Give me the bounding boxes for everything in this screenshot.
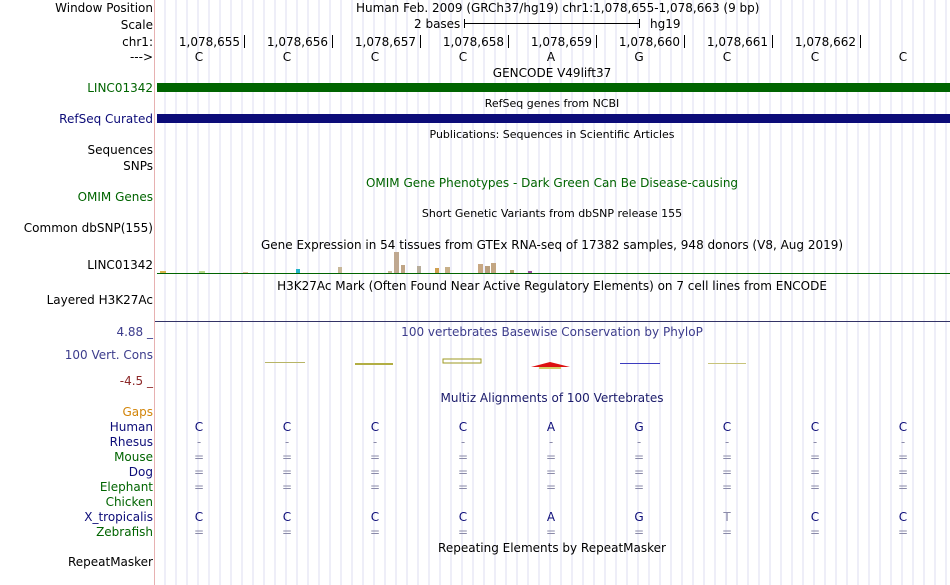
alignment-base: = [281, 480, 293, 494]
alignment-base: = [281, 465, 293, 479]
species-label[interactable]: Elephant [99, 480, 153, 494]
gtex-bar [417, 266, 421, 273]
alignment-base: = [193, 450, 205, 464]
gtex-bar [485, 266, 490, 273]
species-label[interactable]: Rhesus [109, 435, 153, 449]
alignment-base: - [724, 435, 730, 449]
reference-base: C [722, 50, 732, 64]
reference-base: C [370, 50, 380, 64]
species-label[interactable]: Chicken [105, 495, 153, 509]
alignment-base: = [809, 465, 821, 479]
scale-assembly: hg19 [650, 17, 681, 31]
alignment-base: C [282, 510, 292, 524]
reference-base: A [546, 50, 556, 64]
gtex-track-title[interactable]: Gene Expression in 54 tissues from GTEx RNA-seq of 17382 samples, 948 donors (V8, Aug 2019) [260, 238, 844, 252]
alignment-base: = [457, 450, 469, 464]
phylop-mark [708, 363, 746, 364]
h3k27ac-track-label[interactable]: Layered H3K27Ac [46, 293, 153, 307]
alignment-base: C [458, 510, 468, 524]
position-label: 1,078,656 [266, 35, 328, 49]
phylop-mark [443, 359, 481, 363]
alignment-base: = [369, 480, 381, 494]
gtex-bar [243, 272, 248, 273]
chr-label: chr1: [122, 35, 153, 49]
alignment-base: = [897, 480, 909, 494]
gtex-expression-graph[interactable] [155, 250, 950, 276]
alignment-base: C [370, 420, 380, 434]
alignment-base: C [810, 510, 820, 524]
alignment-base: = [721, 525, 733, 539]
alignment-base: = [281, 525, 293, 539]
alignment-base: = [369, 525, 381, 539]
alignment-base: = [369, 465, 381, 479]
gtex-bar [388, 271, 392, 273]
gtex-bar [199, 271, 205, 273]
phylop-conservation-graph[interactable] [155, 350, 950, 374]
phylop-mark [355, 363, 393, 365]
reference-base: G [634, 50, 644, 64]
h3k27ac-track-title[interactable]: H3K27Ac Mark (Often Found Near Active Regulatory Elements) on 7 cell lines from ENCODE [277, 279, 827, 293]
gencode-track-title[interactable]: GENCODE V49lift37 [492, 66, 612, 80]
species-label[interactable]: X_tropicalis [84, 510, 153, 524]
alignment-base: = [633, 465, 645, 479]
alignment-base: = [633, 525, 645, 539]
multiz-track-title[interactable]: Multiz Alignments of 100 Vertebrates [440, 391, 664, 405]
refseq-gene-bar[interactable] [157, 114, 950, 123]
species-label[interactable]: Human [109, 420, 153, 434]
alignment-base: C [458, 420, 468, 434]
alignment-base: = [809, 525, 821, 539]
alignment-base: - [812, 435, 818, 449]
alignment-base: - [284, 435, 290, 449]
alignment-base: = [721, 450, 733, 464]
alignment-base: = [897, 465, 909, 479]
omim-track-label[interactable]: OMIM Genes [77, 190, 153, 204]
alignment-base: A [546, 510, 556, 524]
publications-snps-label[interactable]: SNPs [123, 159, 153, 173]
strand-label: ---> [129, 50, 153, 64]
position-tick [420, 35, 421, 48]
alignment-base: = [633, 480, 645, 494]
label-column-separator [154, 0, 155, 585]
phylop-track-title[interactable]: 100 vertebrates Basewise Conservation by PhyloP [401, 325, 703, 339]
alignment-base: G [634, 510, 644, 524]
window-position-label: Window Position [55, 1, 153, 15]
window-position-text[interactable]: Human Feb. 2009 (GRCh37/hg19) chr1:1,078,655-1,078,663 (9 bp) [356, 1, 760, 15]
position-label: 1,078,655 [178, 35, 240, 49]
scale-label: Scale [120, 18, 153, 32]
dbsnp-track-title[interactable]: Short Genetic Variants from dbSNP release 155 [421, 207, 683, 220]
species-label[interactable]: Zebrafish [96, 525, 153, 539]
species-label[interactable]: Mouse [114, 450, 153, 464]
gtex-bar [528, 271, 532, 273]
alignment-base: - [548, 435, 554, 449]
phylop-mark [531, 362, 570, 367]
position-tick [684, 35, 685, 48]
alignment-base: C [370, 510, 380, 524]
alignment-base: C [194, 510, 204, 524]
alignment-base: = [809, 450, 821, 464]
alignment-base: = [193, 480, 205, 494]
position-tick [596, 35, 597, 48]
alignment-base: T [723, 510, 731, 524]
alignment-base: = [193, 525, 205, 539]
gtex-bar [510, 270, 514, 273]
gtex-bar [394, 252, 399, 273]
alignment-base: = [721, 465, 733, 479]
alignment-base: C [194, 420, 204, 434]
reference-base: C [458, 50, 468, 64]
alignment-base: - [372, 435, 378, 449]
position-label: 1,078,657 [354, 35, 416, 49]
gtex-bar [401, 265, 405, 273]
alignment-base: = [897, 525, 909, 539]
position-label: 1,078,658 [442, 35, 504, 49]
alignment-base: A [546, 420, 556, 434]
dbsnp-track-label[interactable]: Common dbSNP(155) [23, 221, 153, 235]
phylop-max-value: 4.88 _ [116, 325, 153, 339]
refseq-track-title[interactable]: RefSeq genes from NCBI [484, 97, 620, 110]
repeatmasker-track-title[interactable]: Repeating Elements by RepeatMasker [438, 541, 666, 555]
gtex-bar [491, 263, 496, 273]
alignment-base: = [633, 450, 645, 464]
position-label: 1,078,660 [618, 35, 680, 49]
position-tick [332, 35, 333, 48]
alignment-base: G [634, 420, 644, 434]
scale-bar [464, 19, 640, 28]
alignment-base: = [457, 480, 469, 494]
position-label: 1,078,662 [794, 35, 856, 49]
repeatmasker-track-label[interactable]: RepeatMasker [67, 555, 153, 569]
alignment-base: = [457, 525, 469, 539]
alignment-base: - [900, 435, 906, 449]
alignment-base: = [721, 480, 733, 494]
alignment-base: = [809, 480, 821, 494]
position-tick [772, 35, 773, 48]
alignment-base: = [457, 465, 469, 479]
alignment-base: = [545, 480, 557, 494]
position-label: 1,078,661 [706, 35, 768, 49]
reference-base: C [194, 50, 204, 64]
alignment-base: = [281, 450, 293, 464]
alignment-base: = [545, 465, 557, 479]
phylop-mark [539, 367, 561, 369]
h3k27ac-baseline [155, 321, 950, 322]
alignment-base: C [810, 420, 820, 434]
publications-sequences-label[interactable]: Sequences [87, 143, 153, 157]
alignment-base: - [636, 435, 642, 449]
reference-base: C [810, 50, 820, 64]
gtex-track-label[interactable]: LINC01342 [87, 258, 153, 272]
publications-track-title[interactable]: Publications: Sequences in Scientific Articles [429, 128, 675, 141]
reference-base: C [282, 50, 292, 64]
species-label[interactable]: Dog [128, 465, 153, 479]
gencode-gene-bar[interactable] [157, 83, 950, 92]
position-tick [860, 35, 861, 48]
alignment-base: = [369, 450, 381, 464]
position-label: 1,078,659 [530, 35, 592, 49]
phylop-mark [620, 363, 660, 364]
gtex-bar [478, 264, 483, 273]
scale-value: 2 bases [414, 17, 461, 31]
gtex-bar [160, 271, 166, 273]
alignment-base: C [722, 420, 732, 434]
alignment-base: C [898, 420, 908, 434]
gtex-bar [338, 267, 342, 273]
gtex-baseline [157, 273, 950, 274]
gtex-bar [445, 267, 450, 273]
alignment-base: - [460, 435, 466, 449]
alignment-base: = [545, 450, 557, 464]
phylop-track-label[interactable]: 100 Vert. Cons [64, 348, 153, 362]
alignment-base: C [898, 510, 908, 524]
alignment-base: C [282, 420, 292, 434]
alignment-base: = [545, 525, 557, 539]
alignment-base: = [193, 465, 205, 479]
refseq-track-label[interactable]: RefSeq Curated [59, 112, 153, 126]
gencode-track-label[interactable]: LINC01342 [87, 81, 153, 95]
gtex-bar [435, 268, 439, 273]
reference-base: C [898, 50, 908, 64]
position-tick [244, 35, 245, 48]
gaps-label[interactable]: Gaps [122, 405, 153, 419]
phylop-min-value: -4.5 _ [119, 374, 153, 388]
alignment-base: - [196, 435, 202, 449]
alignment-base: = [897, 450, 909, 464]
omim-track-title[interactable]: OMIM Gene Phenotypes - Dark Green Can Be Disease-causing [365, 176, 739, 190]
position-tick [508, 35, 509, 48]
phylop-mark [265, 362, 305, 363]
gtex-bar [296, 269, 300, 273]
